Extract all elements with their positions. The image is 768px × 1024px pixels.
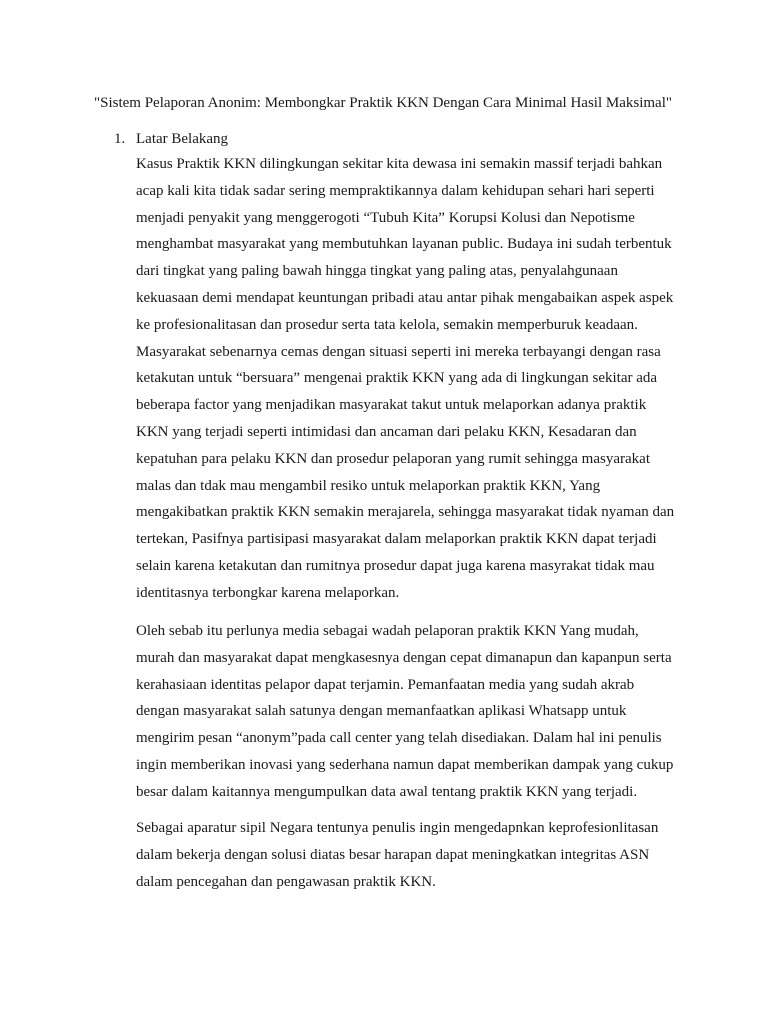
paragraph-line: mengakibatkan praktik KKN semakin merajarela, sehingga masyarakat tidak nyaman dan bbox=[136, 504, 675, 521]
paragraph-line: besar dalam kaitannya mengumpulkan data awal tentang praktik KKN yang terjadi. bbox=[136, 783, 638, 800]
paragraph-line: kerahasiaan identitas pelapor dapat terjamin. Pemanfaatan media yang sudah akrab bbox=[136, 676, 635, 693]
paragraph-line: dalam bekerja dengan solusi diatas besar harapan dapat meningkatkan integritas ASN bbox=[136, 846, 650, 863]
paragraph-line: mengirim pesan “anonym”pada call center yang telah disediakan. Dalam hal ini penulis bbox=[136, 730, 662, 747]
paragraph-line: dengan masyarakat salah satunya dengan memanfaatkan aplikasi Whatsapp untuk bbox=[136, 703, 627, 720]
paragraph-line: tertekan, Pasifnya partisipasi masyarakat dalam melaporkan praktik KKN dapat terjadi bbox=[136, 531, 657, 548]
paragraph-line: Kasus Praktik KKN dilingkungan sekitar kita dewasa ini semakin massif terjadi bahkan bbox=[136, 156, 663, 172]
paragraph-line: Oleh sebab itu perlunya media sebagai wadah pelaporan praktik KKN Yang mudah, bbox=[136, 623, 639, 639]
paragraph-line: Masyarakat sebenarnya cemas dengan situasi seperti ini mereka terbayangi dengan rasa bbox=[136, 343, 661, 360]
section-number: 1. bbox=[114, 131, 126, 147]
paragraph-line: malas dan tdak mau mengambil resiko untuk melaporkan praktik KKN, Yang bbox=[136, 477, 601, 494]
paragraph-line: kepatuhan para pelaku KKN dan prosedur pelaporan yang rumit sehingga masyarakat bbox=[136, 450, 650, 467]
paragraph-line: Sebagai aparatur sipil Negara tentunya penulis ingin mengedapnkan keprofesionlitasan bbox=[136, 820, 659, 836]
paragraph-line: ingin memberikan inovasi yang sederhana namun dapat memberikan dampak yang cukup bbox=[136, 756, 674, 773]
paragraph-1 bbox=[136, 151, 674, 607]
paragraph-line: ke profesionalitasan dan prosedur serta tata kelola, semakin memperburuk keadaan. bbox=[136, 316, 638, 333]
paragraph-line: kekuasaan demi mendapat keuntungan pribadi atau antar pihak mengabaikan aspek aspek bbox=[136, 289, 674, 306]
paragraph-line: ketakutan untuk “bersuara” mengenai praktik KKN yang ada di lingkungan sekitar ada bbox=[136, 370, 658, 387]
document-title: "Sistem Pelaporan Anonim: Membongkar Praktik KKN Dengan Cara Minimal Hasil Maksimal" bbox=[94, 95, 672, 111]
paragraph-line: menghambat masyarakat yang membutuhkan layanan public. Budaya ini sudah terbentuk bbox=[136, 236, 672, 253]
paragraph-line: acap kali kita tidak sadar sering mempraktikannya dalam kehidupan sehari hari seperti bbox=[136, 182, 655, 199]
paragraph-line: murah dan masyarakat dapat mengkasesnya dengan cepat dimanapun dan kapanpun serta bbox=[136, 649, 672, 666]
paragraph-line: selain karena ketakutan dan rumitnya prosedur dapat juga karena masyrakat tidak mau bbox=[136, 557, 655, 574]
paragraph-line: KKN yang terjadi seperti intimidasi dan ancaman dari pelaku KKN, Kesadaran dan bbox=[136, 423, 637, 440]
paragraph-line: beberapa factor yang menjadikan masyarakat takut untuk melaporkan adanya praktik bbox=[136, 397, 647, 414]
paragraph-line: identitasnya terbongkar karena melaporkan. bbox=[136, 584, 400, 601]
paragraph-line: dalam pencegahan dan pengawasan praktik KKN. bbox=[136, 873, 436, 890]
paragraph-2 bbox=[136, 618, 673, 806]
paragraph-line: menjadi penyakit yang menggerogoti “Tubuh Kita” Korupsi Kolusi dan Nepotisme bbox=[136, 209, 635, 226]
section-heading: Latar Belakang bbox=[136, 131, 229, 147]
paragraph-3 bbox=[136, 815, 658, 895]
paragraph-line: dari tingkat yang paling bawah hingga tingkat yang paling atas, penyalahgunaan bbox=[136, 263, 618, 280]
